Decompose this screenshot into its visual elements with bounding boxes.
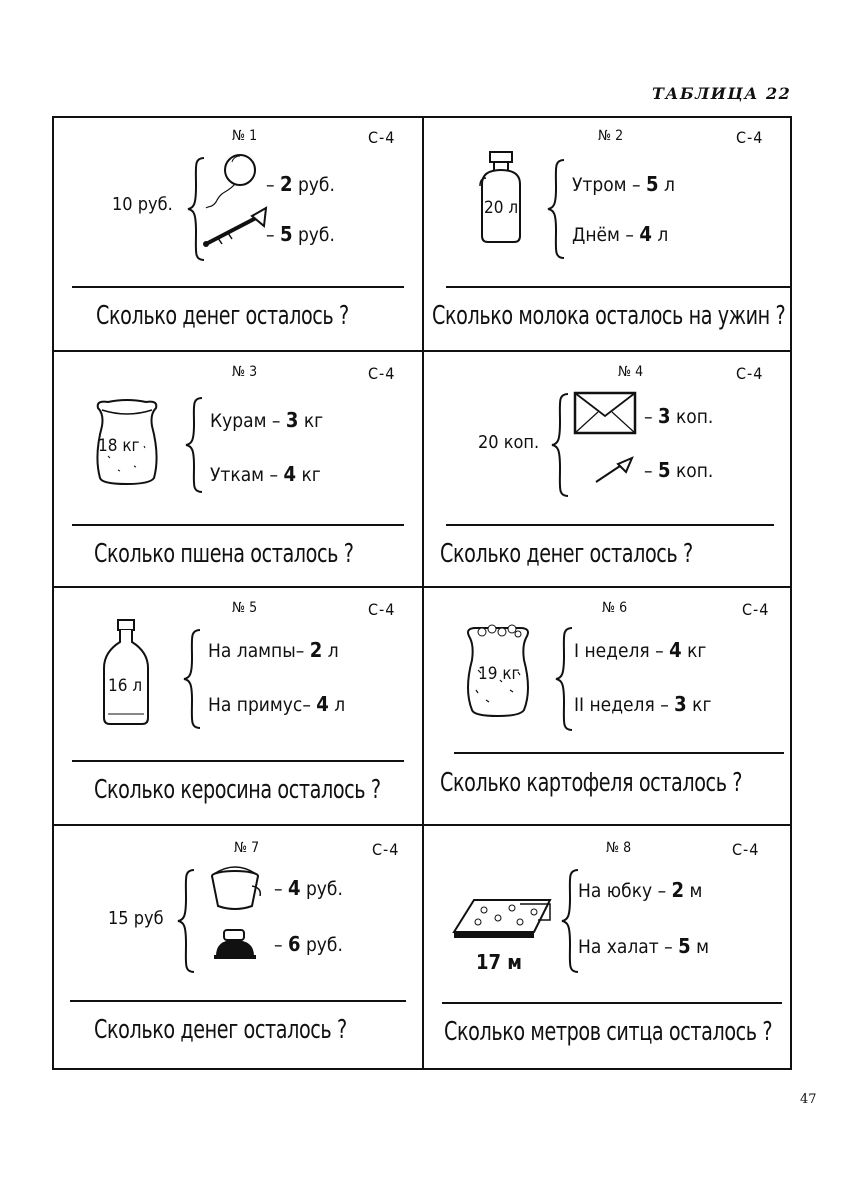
- expense-label: На халат: [578, 936, 665, 958]
- question-text: Сколько денег осталось ?: [94, 1015, 347, 1045]
- expense-row-2: Уткам – 4 кг: [210, 462, 321, 486]
- task-code: С-4: [368, 600, 396, 619]
- task-code: С-4: [736, 364, 764, 383]
- expense-amount: 4: [287, 876, 301, 900]
- capacity-label: 18 кг: [98, 436, 140, 456]
- brace-icon: [560, 868, 580, 974]
- expense-row-2: – 6 руб.: [274, 932, 343, 956]
- task-card-6: [422, 588, 792, 826]
- expense-row-2: – 5 руб.: [266, 222, 335, 246]
- expense-row-1: – 4 руб.: [274, 876, 343, 900]
- fabric-length-label: 17 м: [476, 950, 523, 974]
- capacity-label: 16 л: [108, 676, 143, 696]
- task-number: № 6: [602, 600, 628, 616]
- expense-row-1: Курам – 3 кг: [210, 408, 324, 432]
- task-code: С-4: [372, 840, 400, 859]
- question-text: Сколько денег осталось ?: [96, 301, 349, 331]
- task-card-2: [422, 116, 792, 354]
- bucket-icon: [206, 866, 264, 912]
- answer-line: [72, 524, 404, 526]
- brace-icon: [546, 158, 566, 260]
- expense-unit: руб.: [300, 934, 343, 956]
- fabric-roll-icon: [450, 892, 554, 942]
- expense-amount: 3: [657, 404, 671, 428]
- question-text: Сколько метров ситца осталось ?: [444, 1017, 773, 1047]
- task-number: № 3: [232, 364, 258, 380]
- expense-unit: руб.: [292, 224, 335, 246]
- task-card-4: [422, 352, 792, 590]
- kerosene-bottle-icon: [98, 618, 154, 728]
- expense-unit: л: [328, 694, 346, 716]
- expense-unit: л: [651, 224, 669, 246]
- task-card-3: [52, 352, 422, 590]
- task-number: № 8: [606, 840, 632, 856]
- expense-amount: 4: [639, 222, 652, 246]
- total-amount: 10 руб.: [112, 194, 173, 215]
- total-amount: 15 руб: [108, 908, 164, 929]
- milk-can-icon: [474, 148, 530, 246]
- answer-line: [446, 286, 790, 288]
- task-code: С-4: [732, 840, 760, 859]
- answer-line: [454, 752, 784, 754]
- expense-label: Уткам: [210, 464, 270, 486]
- answer-line: [442, 1002, 782, 1004]
- task-number: № 7: [234, 840, 260, 856]
- task-code: С-4: [742, 600, 770, 619]
- expense-row-1: – 2 руб.: [266, 172, 335, 196]
- expense-label: Утром: [572, 174, 633, 196]
- expense-label: Днём: [572, 224, 626, 246]
- expense-label: На лампы: [208, 640, 296, 662]
- expense-row-1: – 3 коп.: [644, 404, 714, 428]
- expense-row-1: Утром – 5 л: [572, 172, 675, 196]
- expense-row-2: II неделя – 3 кг: [574, 692, 712, 716]
- expense-label: I неделя: [574, 640, 656, 662]
- brace-icon: [182, 628, 202, 730]
- balloon-icon: [202, 150, 262, 210]
- task-code: С-4: [368, 128, 396, 147]
- expense-amount: 4: [283, 462, 297, 486]
- expense-row-1: I неделя – 4 кг: [574, 638, 707, 662]
- envelope-icon: [572, 390, 638, 436]
- expense-unit: м: [690, 936, 709, 958]
- brace-icon: [176, 868, 196, 974]
- expense-unit: кг: [296, 464, 321, 486]
- expense-unit: руб.: [292, 174, 335, 196]
- expense-amount: 5: [646, 172, 659, 196]
- expense-amount: 3: [674, 692, 687, 716]
- iron-icon: [212, 928, 258, 962]
- expense-row-2: – 5 коп.: [644, 458, 714, 482]
- task-grid: [52, 116, 792, 1070]
- expense-unit: руб.: [300, 878, 343, 900]
- expense-row-2: Днём – 4 л: [572, 222, 669, 246]
- expense-unit: коп.: [670, 460, 714, 482]
- capacity-label: 20 л: [484, 198, 519, 218]
- expense-amount: 2: [279, 172, 293, 196]
- expense-unit: л: [658, 174, 675, 196]
- expense-amount: 2: [671, 878, 685, 902]
- brace-icon: [550, 392, 570, 498]
- expense-amount: 5: [657, 458, 671, 482]
- answer-line: [72, 286, 404, 288]
- page-number: 47: [800, 1092, 817, 1107]
- expense-row-2: На примус– 4 л: [208, 692, 346, 716]
- task-number: № 4: [618, 364, 644, 380]
- expense-amount: 4: [669, 638, 682, 662]
- question-text: Сколько керосина осталось ?: [94, 775, 381, 805]
- task-number: № 2: [598, 128, 624, 144]
- question-text: Сколько картофеля осталось ?: [440, 768, 743, 798]
- task-card-1: [52, 116, 422, 354]
- expense-unit: кг: [681, 640, 707, 662]
- expense-row-1: На лампы– 2 л: [208, 638, 339, 662]
- task-card-5: [52, 588, 422, 826]
- answer-line: [72, 760, 404, 762]
- expense-amount: 4: [316, 692, 329, 716]
- expense-amount: 5: [279, 222, 293, 246]
- task-code: С-4: [368, 364, 396, 383]
- task-number: № 1: [232, 128, 258, 144]
- pen-nib-icon: [592, 456, 636, 486]
- expense-amount: 5: [678, 934, 691, 958]
- question-text: Сколько молока осталось на ужин ?: [432, 301, 786, 331]
- task-card-7: [52, 826, 422, 1064]
- expense-unit: кг: [686, 694, 712, 716]
- task-number: № 5: [232, 600, 258, 616]
- brace-icon: [184, 396, 204, 494]
- capacity-label: 19 кг: [478, 664, 520, 684]
- expense-label: II неделя: [574, 694, 661, 716]
- expense-label: Курам: [210, 410, 272, 432]
- question-text: Сколько пшена осталось ?: [94, 539, 354, 569]
- brace-icon: [554, 626, 574, 732]
- answer-line: [446, 524, 774, 526]
- answer-line: [70, 1000, 406, 1002]
- expense-amount: 2: [309, 638, 323, 662]
- expense-amount: 3: [285, 408, 299, 432]
- expense-unit: коп.: [670, 406, 714, 428]
- trumpet-icon: [200, 204, 270, 252]
- expense-label: На юбку: [578, 880, 658, 902]
- table-title: ТАБЛИЦА 22: [652, 84, 792, 103]
- task-code: С-4: [736, 128, 764, 147]
- question-text: Сколько денег осталось ?: [440, 539, 693, 569]
- task-card-8: [422, 826, 792, 1064]
- expense-row-1: На юбку – 2 м: [578, 878, 703, 902]
- expense-unit: м: [684, 880, 703, 902]
- expense-row-2: На халат – 5 м: [578, 934, 709, 958]
- expense-unit: л: [322, 640, 339, 662]
- expense-unit: кг: [298, 410, 324, 432]
- total-amount: 20 коп.: [478, 432, 540, 453]
- expense-label: На примус: [208, 694, 303, 716]
- expense-amount: 6: [287, 932, 301, 956]
